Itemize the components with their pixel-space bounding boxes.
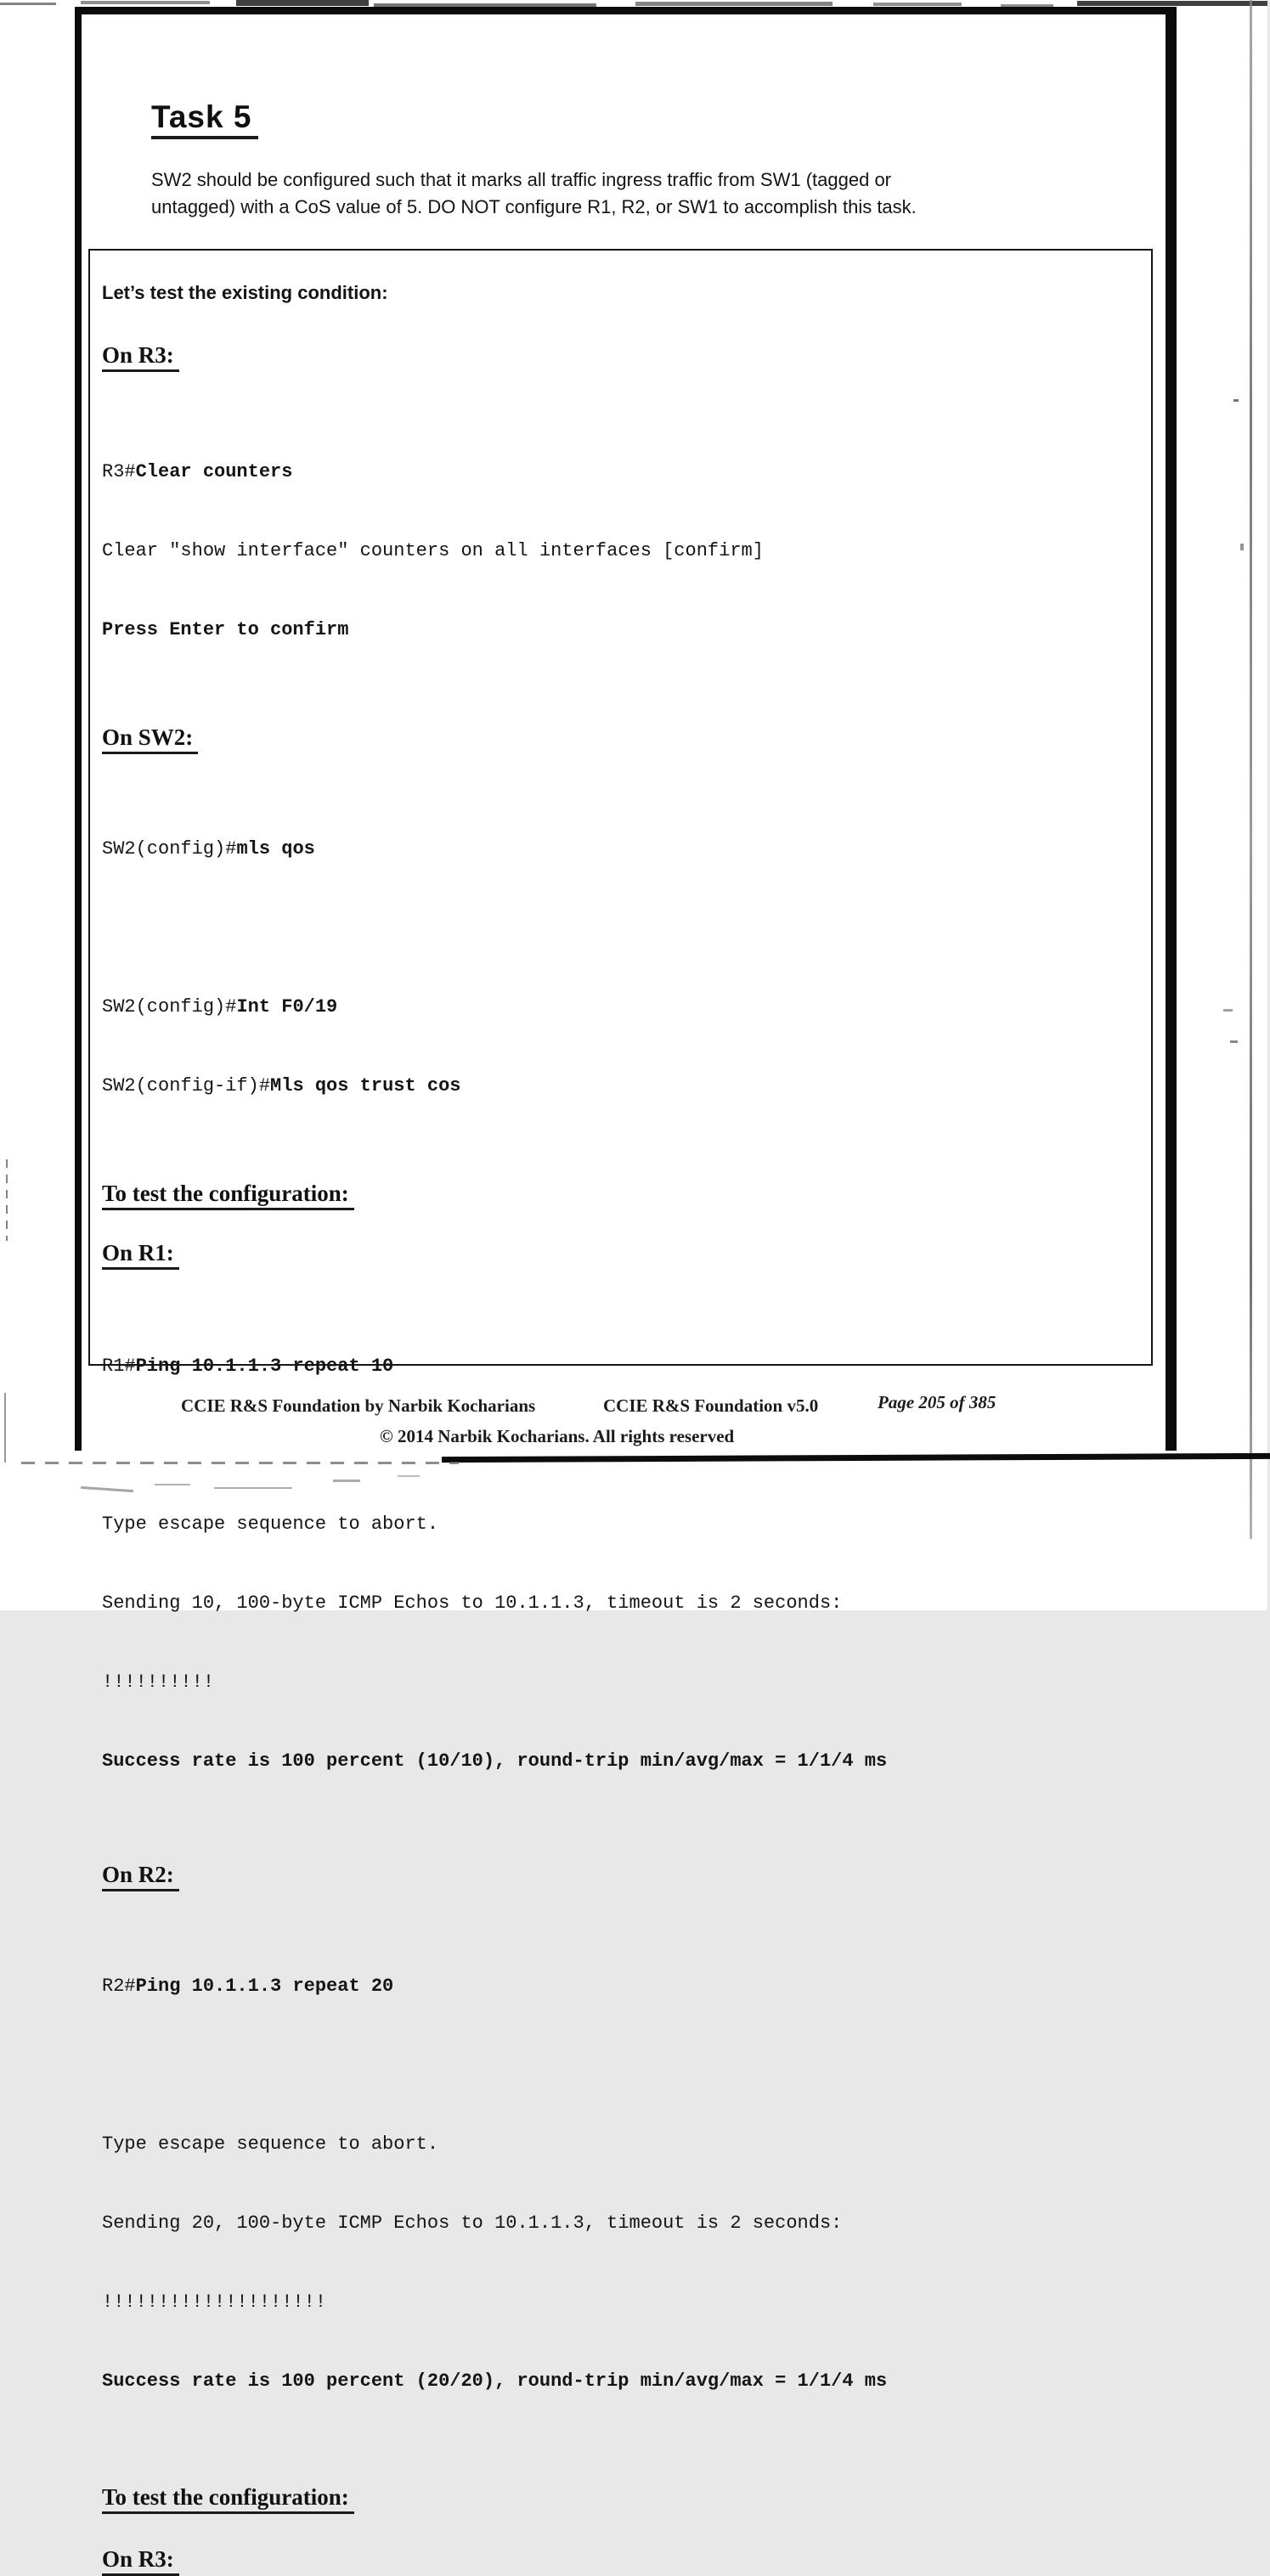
console-prompt: SW2(config)# [102,838,237,860]
console-command-line [102,836,1134,862]
scan-noise-left-edge [4,1393,6,1463]
console-output-line: Sending 10, 100-byte ICMP Echos to 10.1.1.3, timeout is 2 seconds: [102,1592,843,1614]
task-description-line: untagged) with a CoS value of 5. DO NOT configure R1, R2, or SW1 to accomplish this task. [151,196,917,217]
heading-on-r1: On R1: [102,1240,179,1270]
scan-noise-bottom-line [21,1462,459,1464]
heading-on-sw2: On SW2: [102,724,198,754]
scan-noise-top [0,3,56,5]
console-prompt: R3# [102,461,136,482]
scan-noise-top [1077,1,1267,6]
heading-to-test-configuration: To test the configuration: [102,1181,354,1210]
console-command-line [102,994,1134,1020]
footer-book-title: CCIE R&S Foundation by Narbik Kocharians [181,1395,536,1416]
console-result-line: Success rate is 100 percent (10/10), round-trip min/avg/max = 1/1/4 ms [102,1750,888,1772]
console-block-sw2-interface [102,941,1134,1152]
console-output-line: Type escape sequence to abort. [102,2134,439,2155]
console-output-line: Type escape sequence to abort. [102,1513,439,1535]
console-block-sw2-mls-qos [102,783,1134,915]
console-blank-line [102,2052,1134,2078]
scan-speck [1233,399,1239,402]
task-description-line: SW2 should be configured such that it marks all traffic ingress traffic from SW1 (tagged or [151,169,892,190]
panel-intro: Let’s test the existing condition: [102,282,388,303]
console-prompt: SW2(config-if)# [102,1075,271,1096]
console-block-r2-ping [102,1920,1134,2447]
console-command: mls qos [236,838,315,860]
console-prompt: R1# [102,1356,136,1377]
heading-on-r3-2: On R3: [102,2546,179,2576]
scan-noise-left-edge [6,1159,8,1241]
scan-noise-top [236,0,369,6]
console-command: Clear counters [135,461,293,482]
console-command-line [102,459,1134,485]
console-block-r1-ping [102,1300,1134,1827]
console-command-line [102,1353,1134,1379]
task-description [151,166,917,221]
footer-version: CCIE R&S Foundation v5.0 [603,1395,819,1416]
scan-speck [1240,544,1244,550]
scan-speck [1223,1009,1233,1012]
console-command: Mls qos trust cos [270,1075,461,1096]
scan-squiggle [155,1484,190,1485]
footer-page-number: Page 205 of 385 [878,1392,996,1412]
console-output-line: Sending 20, 100-byte ICMP Echos to 10.1.1.3, timeout is 2 seconds: [102,2212,843,2234]
console-note-line: Press Enter to confirm [102,619,349,640]
console-command: Ping 10.1.1.3 repeat 10 [135,1356,394,1377]
console-output-line: Clear "show interface" counters on all interfaces [confirm] [102,540,764,561]
console-output-line: !!!!!!!!!! [102,1671,215,1693]
scan-squiggle [333,1480,360,1482]
console-result-line: Success rate is 100 percent (20/20), round-trip min/avg/max = 1/1/4 ms [102,2370,888,2392]
console-output-line: !!!!!!!!!!!!!!!!!!!! [102,2291,327,2313]
console-command-line [102,1973,1134,1999]
heading-on-r3: On R3: [102,342,179,372]
scan-noise-right-edge [1250,0,1252,1539]
scan-squiggle [398,1475,420,1477]
scan-noise-top [635,2,833,6]
scan-noise-top [873,3,962,6]
console-prompt: R2# [102,1976,136,1997]
heading-on-r2: On R2: [102,1862,179,1891]
console-prompt: SW2(config)# [102,996,237,1017]
heading-to-test-configuration-2: To test the configuration: [102,2484,354,2514]
console-block-r3-clear [102,406,1134,696]
footer-copyright: © 2014 Narbik Kocharians. All rights reserved [380,1426,735,1446]
console-command: Ping 10.1.1.3 repeat 20 [135,1976,394,1997]
scan-squiggle [214,1487,292,1489]
console-command: Int F0/19 [236,996,338,1017]
scan-speck [1230,1040,1238,1043]
scan-noise-top [81,1,210,4]
task-title: Task 5 [151,101,258,139]
console-command-line [102,1073,1134,1099]
